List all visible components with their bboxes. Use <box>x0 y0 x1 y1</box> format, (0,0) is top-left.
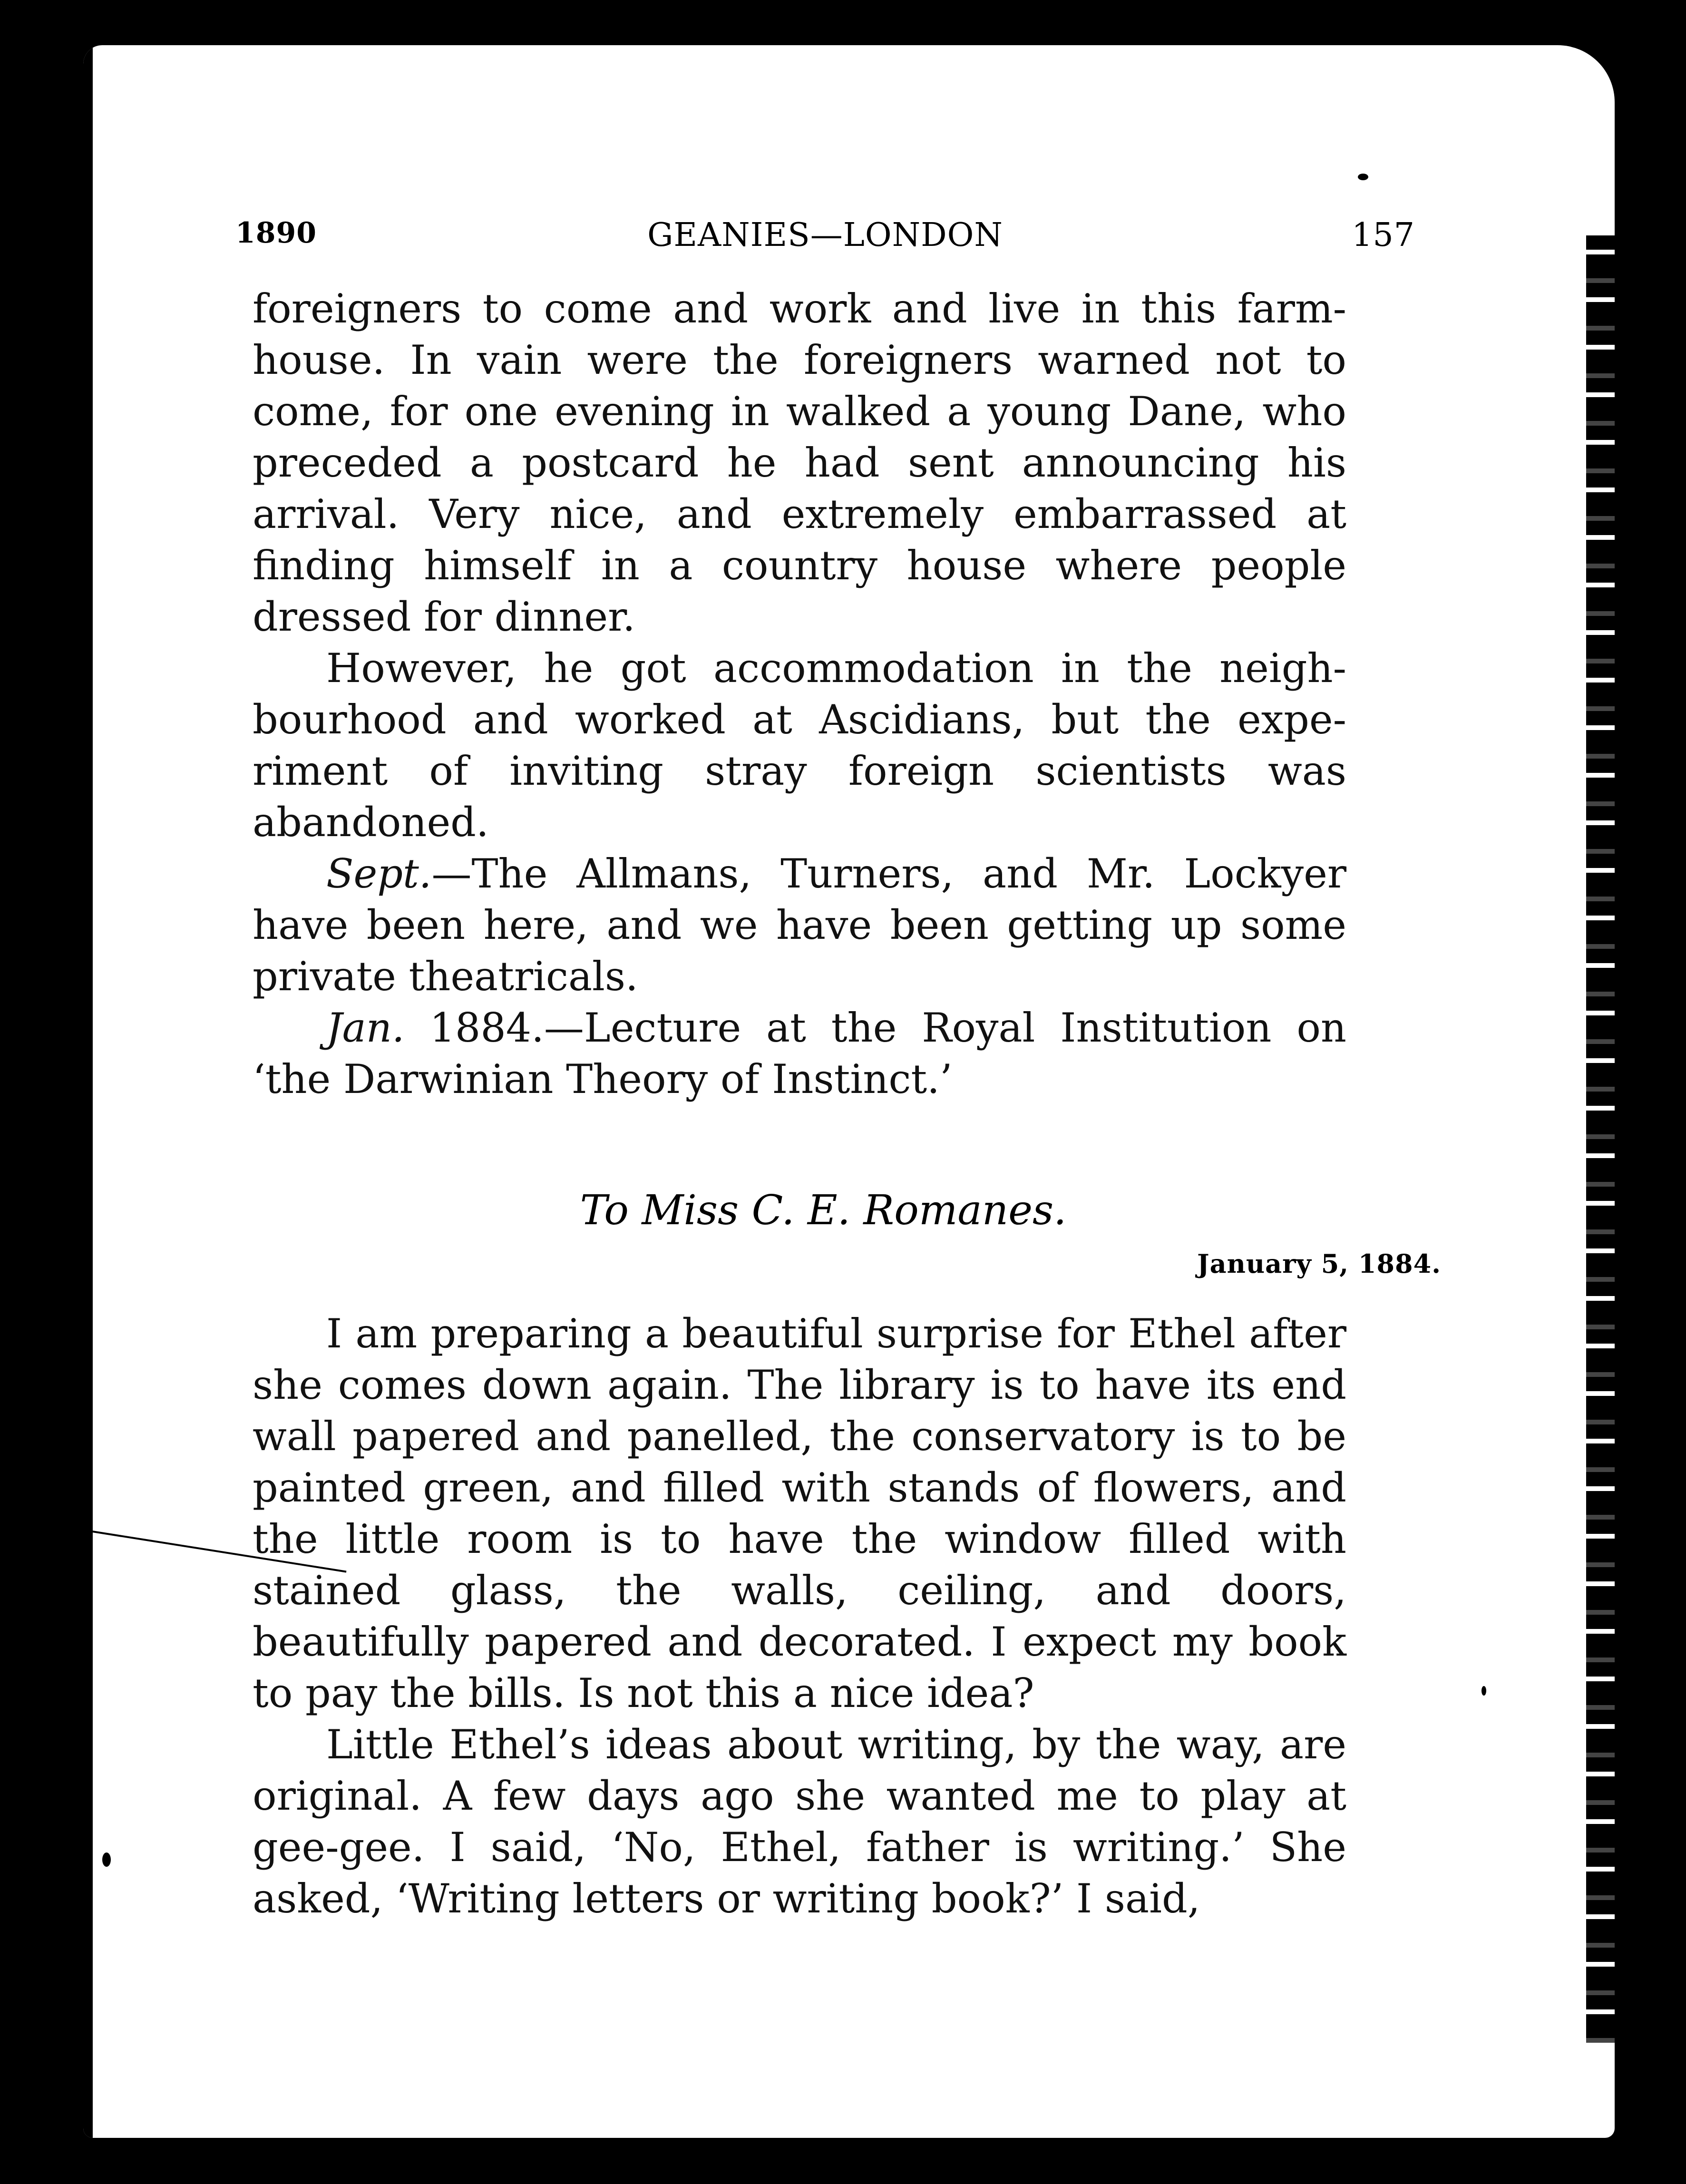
paragraph-1: foreigners to come and work and live in this farm-house. In vain were the foreigners warned not to come, for one evening in walked a young Dane, who preceded a postcard he had sent announcing his arrival. Very nice, and extremely embarrassed at finding himself in a country house where people dressed for dinner. <box>253 285 1346 640</box>
header-year: 1890 <box>235 216 317 250</box>
page-left-edge <box>83 45 93 2138</box>
letter-text <box>253 1308 1346 1924</box>
paragraph-sept <box>253 848 1346 1002</box>
body-text <box>253 283 1346 1105</box>
running-head <box>235 216 1415 269</box>
sept-label: Sept. <box>326 850 432 897</box>
jan-text: 1884.—Lecture at the Royal Institution on ‘the Darwinian Theory of Instinct.’ <box>253 1004 1346 1102</box>
page-right-edge <box>1586 235 1615 2043</box>
ink-speck <box>1481 1686 1486 1696</box>
paragraph-2: However, he got accommodation in the neigh-bourhood and worked at Ascidians, but the expe-riment of inviting stray foreign scientists was abandoned. <box>253 645 1346 846</box>
ink-speck <box>102 1852 111 1867</box>
header-title: GEANIES—LONDON <box>647 216 1003 254</box>
jan-label: Jan. <box>326 1004 405 1051</box>
page-number: 157 <box>1352 216 1415 254</box>
letter-heading: To Miss C. E. Romanes. <box>580 1187 1067 1234</box>
book-page <box>83 45 1615 2138</box>
letter-paragraph-2: Little Ethel’s ideas about writing, by the way, are original. A few days ago she wanted me to play at gee-gee. I said, ‘No, Ethel, father is writing.’ She asked, ‘Writing letters or writing book?’ I said, <box>253 1721 1346 1922</box>
paragraph-jan <box>253 1002 1346 1105</box>
sept-text: —The Allmans, Turners, and Mr. Lockyer have been here, and we have been getting up some private theatricals. <box>253 850 1346 1000</box>
ink-speck <box>1358 174 1368 180</box>
letter-paragraph-1: I am preparing a beautiful surprise for Ethel after she comes down again. The library is to have its end wall papered and panelled, the conservatory is to be painted green, and filled with stands of flowers, and the little room is to have the window filled with stained glass, the walls, ceiling, and doors, beautifully papered and decorated. I expect my book to pay the bills. Is not this a nice idea? <box>253 1310 1346 1716</box>
letter-date: January 5, 1884. <box>1197 1248 1441 1279</box>
